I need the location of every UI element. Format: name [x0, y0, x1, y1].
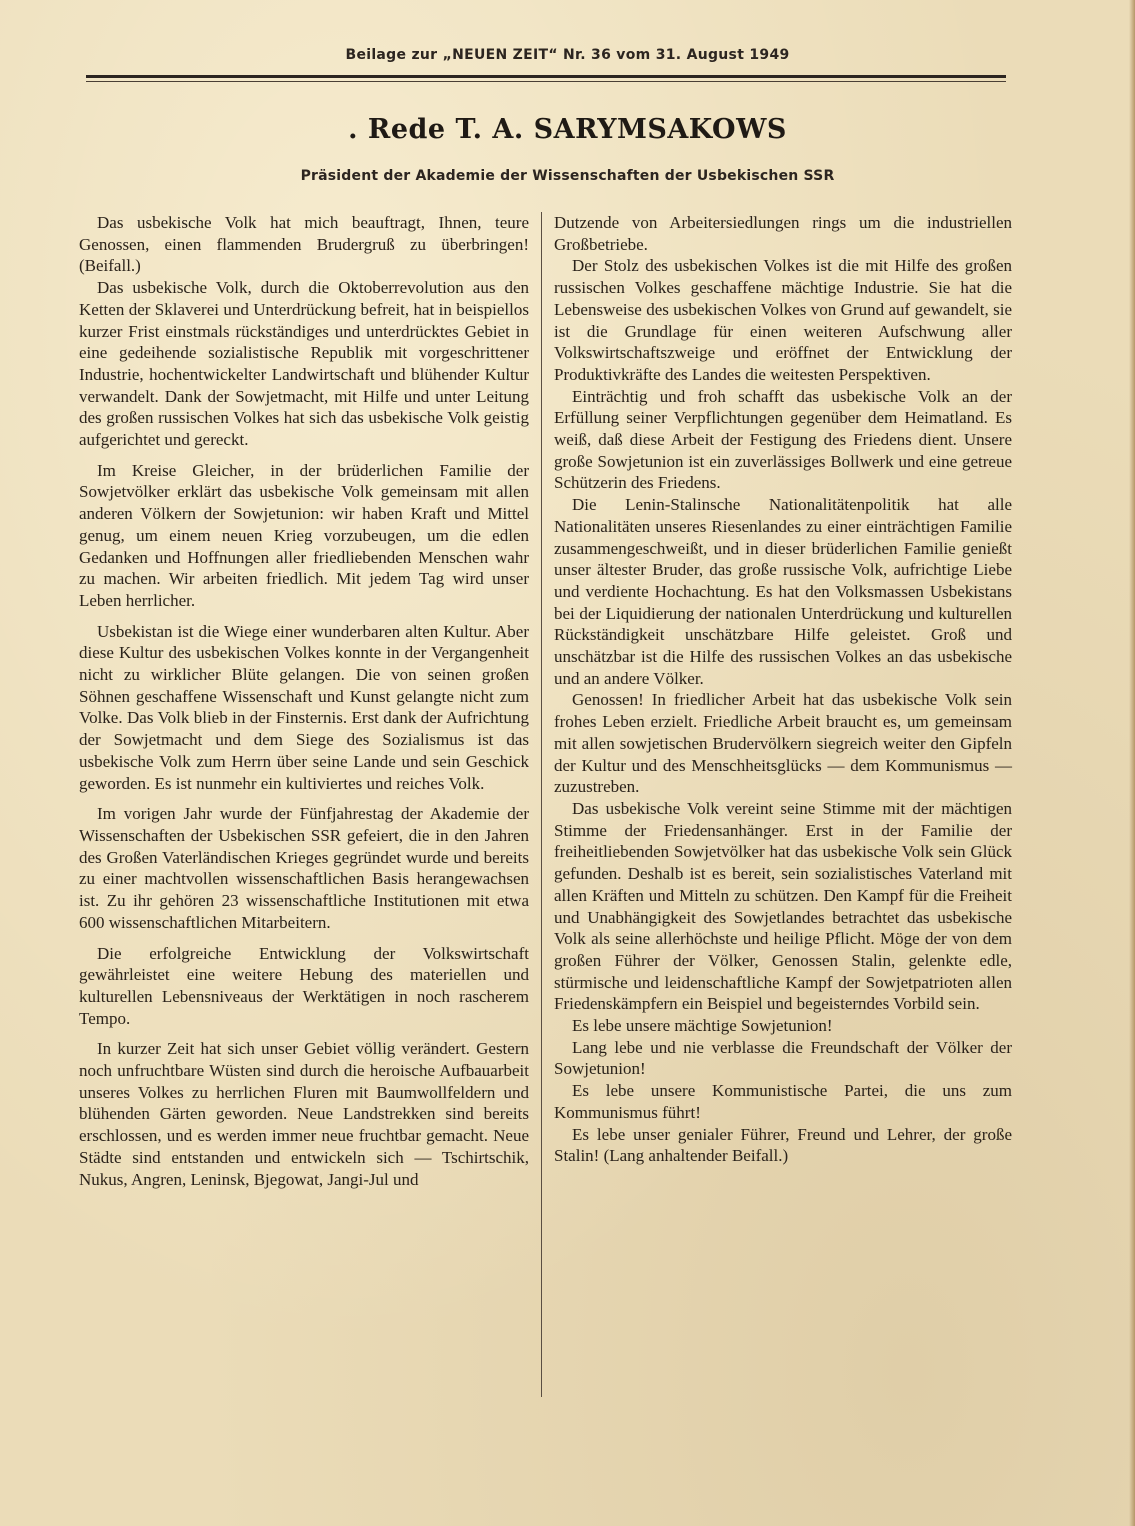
paragraph: Im Kreise Gleicher, in der brüderlichen Familie der Sowjetvölker erklärt das usbekische Volk gemeinsam mit allen anderen Völkern der Sowjetunion: wir haben Kraft und Mittel genug, um einem neuen Krieg vorzubeugen, um die edlen Gedanken und Hoffnungen aller friedliebenden Menschen wahr zu machen. Wir arbeiten friedlich. Mit jedem Tag wird unser Leben herrlicher. [79, 460, 529, 610]
paragraph: Dutzende von Arbeitersiedlungen rings um die industriellen Großbetriebe. [554, 213, 1012, 254]
header-rule-thin [86, 81, 1006, 82]
paragraph: Die Lenin-Stalinsche Nationalitätenpolitik hat alle Nationalitäten unseres Riesenlandes zu einer einträchtigen Familie zusammengeschweißt, und in dieser brüderlichen Familie genießt unser ältester Bruder, das große russische Volk, aufrichtige Liebe und verdiente Hochachtung. Es hat den Volksmassen Usbekistans bei der Liquidierung der nationalen Unterdrückung und kulturellen Rückständigkeit unschätzbare Hilfe geleistet. Groß und unschätzbar ist die Hilfe des russischen Volkes an das usbekische und an andere Völker. [554, 495, 1012, 688]
paragraph: Die erfolgreiche Entwicklung der Volkswirtschaft gewährleistet eine weitere Hebung des materiellen und kulturellen Lebensniveaus der Werktätigen in noch rascherem Tempo. [79, 943, 529, 1028]
paragraph: Das usbekische Volk vereint seine Stimme mit der mächtigen Stimme der Friedensanhänger. Erst in der Familie der freiheitliebenden Sowjetvölker hat das usbekische Volk sein Glück gefunden. Deshalb ist es bereit, sein sozialistisches Vaterland mit allen Kräften und Mitteln zu schützen. Den Kampf für die Freiheit und Unabhängigkeit des Sowjetlandes betrachtet das usbekische Volk als seine allerhöchste und heilige Pflicht. Möge der von dem großen Führer der Völker, Genossen Stalin, gelenkte edle, stürmische und leidenschaftliche Kampf der Sowjetpatrioten allen Friedenskämpfern ein Beispiel und begeisterndes Vorbild sein. [554, 798, 1012, 1014]
paragraph: Das usbekische Volk hat mich beauftragt, Ihnen, teure Genossen, einen flammenden Brudergruß zu überbringen! (Beifall.) [79, 213, 529, 276]
header-rule [86, 75, 1006, 78]
supplement-header: Beilage zur „NEUEN ZEIT“ Nr. 36 vom 31. August 1949 [345, 47, 790, 63]
paragraph: Es lebe unser genialer Führer, Freund und Lehrer, der große Stalin! (Lang anhaltender Beifall.) [554, 1124, 1012, 1166]
paragraph: Es lebe unsere mächtige Sowjetunion! [572, 1016, 833, 1036]
column-divider [541, 212, 542, 1397]
paragraph: Es lebe unsere Kommunistische Partei, die uns zum Kommunismus führt! [554, 1081, 1012, 1122]
article-title: . Rede T. A. SARYMSAKOWS [348, 114, 787, 145]
paragraph: Der Stolz des usbekischen Volkes ist die mit Hilfe des großen russischen Volkes geschaffene mächtige Industrie. Sie hat die Lebensweise des usbekischen Volkes von Grund auf gewandelt, sie ist die Grundlage für einen weiteren Aufschwung aller Volkswirtschaftszweige und eröffnet der Entwicklung der Produktivkräfte des Landes die weitesten Perspektiven. [554, 256, 1012, 384]
left-column [79, 212, 529, 1190]
article-subtitle: Präsident der Akademie der Wissenschaften der Usbekischen SSR [300, 168, 835, 184]
paragraph: Einträchtig und froh schafft das usbekische Volk an der Erfüllung seiner Verpflichtungen gegenüber dem Heimatland. Es weiß, daß diese Arbeit der Festigung des Friedens dient. Unsere große Sowjetunion ist ein zuverlässiges Bollwerk und eine getreue Schützerin des Friedens. [554, 386, 1012, 493]
paragraph: Im vorigen Jahr wurde der Fünfjahrestag der Akademie der Wissenschaften der Usbekischen SSR gefeiert, die in den Jahren des Großen Vaterländischen Krieges gegründet wurde und bereits zu einer machtvollen wissenschaftlichen Basis herangewachsen ist. Zu ihr gehören 23 wissenschaftliche Institutionen mit etwa 600 wissenschaftlichen Mitarbeitern. [79, 804, 529, 932]
paper-edge [1129, 0, 1135, 1526]
paragraph: Lang lebe und nie verblasse die Freundschaft der Völker der Sowjetunion! [554, 1037, 1012, 1079]
paragraph: Genossen! In friedlicher Arbeit hat das usbekische Volk sein frohes Leben erzielt. Friedliche Arbeit braucht es, um gemeinsam mit allen sowjetischen Brudervölkern siegreich weiter den Gipfeln der Kultur und des Menschheitsglücks — dem Kommunismus — zuzustreben. [554, 690, 1012, 797]
paragraph: Usbekistan ist die Wiege einer wunderbaren alten Kultur. Aber diese Kultur des usbekischen Volkes konnte in der Vergangenheit nicht zu wirklicher Blüte gelangen. Die von seinen großen Söhnen geschaffene Wissenschaft und Kunst gelangte nicht zum Volke. Das Volk blieb in der Finsternis. Erst dank der Aufrichtung der Sowjetmacht und dem Siege des Sozialismus ist das usbekische Volk zum Herrn über seine Lande und sein Geschick geworden. Es ist nunmehr ein kultiviertes und reiches Volk. [79, 621, 529, 793]
paragraph: Das usbekische Volk, durch die Oktoberrevolution aus den Ketten der Sklaverei und Unterdrückung befreit, hat in beispiellos kurzer Frist einstmals rückständiges und unterdrücktes Gebiet in eine gedeihende sozialistische Republik mit vorgeschrittener Industrie, hochentwickelter Landwirtschaft und blühender Kultur verwandelt. Dank der Sowjetmacht, mit Hilfe und unter Leitung des großen russischen Volkes hat sich das usbekische Volk geistig aufgerichtet und gereckt. [79, 278, 529, 450]
paragraph: In kurzer Zeit hat sich unser Gebiet völlig verändert. Gestern noch unfruchtbare Wüsten sind durch die heroische Aufbauarbeit unseres Volkes zu herrlichen Fluren mit Baumwollfeldern und blühenden Gärten geworden. Neue Landstrekken sind bereits erschlossen, und es werden immer neue fruchtbar gemacht. Neue Städte sind entstanden und entwickeln sich — Tschirtschik, Nukus, Angren, Leninsk, Bjegowat, Jangi-Jul und [79, 1039, 529, 1189]
right-column [554, 212, 1012, 1167]
